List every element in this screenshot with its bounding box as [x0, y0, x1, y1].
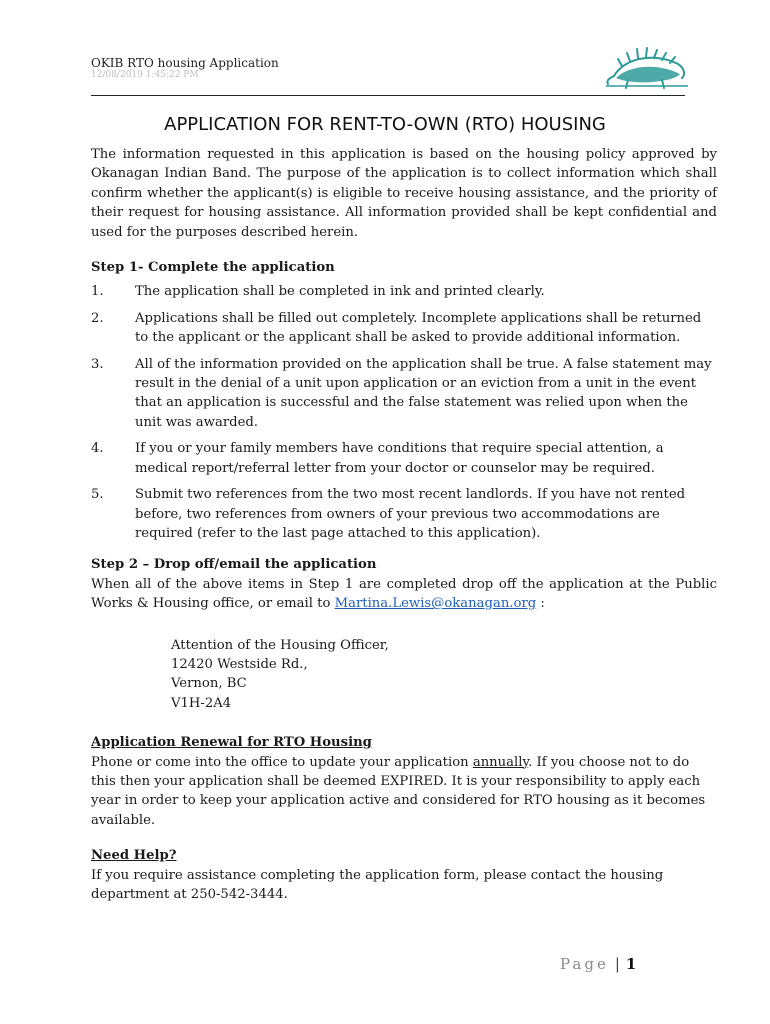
renewal-heading: Application Renewal for RTO Housing — [91, 735, 372, 751]
address-line: Attention of the Housing Officer, — [171, 637, 389, 653]
page-separator: | — [614, 955, 620, 973]
mailing-address — [171, 636, 717, 714]
list-item: 1. The application shall be completed in ink and printed clearly. — [91, 284, 545, 300]
address-line: 12420 Westside Rd., — [171, 656, 308, 672]
page-label: Page — [560, 955, 609, 973]
document-body — [91, 145, 717, 904]
step2-paragraph: When all of the above items in Step 1 are completed drop off the application at the Public Works & Housing office, or email to Martina.Lewis@okanagan.org : — [91, 576, 717, 612]
document-timestamp: 12/08/2019 1:45:22 PM — [91, 70, 199, 80]
address-line: V1H-2A4 — [171, 695, 232, 711]
step2-heading: Step 2 – Drop off/email the application — [91, 557, 377, 573]
list-item: 3. All of the information provided on the application shall be true. A false statement may result in the denial of a unit upon application or an eviction from a unit in the event that an application is successful and the false statement was relied upon when the unit was awarded. — [91, 356, 712, 430]
page-header — [91, 56, 685, 81]
document-header-title: OKIB RTO housing Application — [91, 56, 279, 70]
address-line: Vernon, BC — [171, 676, 247, 692]
list-item: 4. If you or your family members have conditions that require special attention, a medical report/referral letter from your doctor or counselor may be required. — [91, 441, 664, 476]
step1-list — [91, 282, 717, 543]
help-heading: Need Help? — [91, 848, 177, 864]
header-divider — [91, 95, 685, 96]
okib-logo-icon — [604, 42, 690, 92]
page-footer — [560, 955, 636, 973]
list-item: 5. Submit two references from the two most recent landlords. If you have not rented before, two references from owners of your previous two accommodations are required (refer to the last page attached to this application). — [91, 487, 686, 541]
renewal-paragraph: Phone or come into the office to update your application annually. If you choose not to do this then your application shall be deemed EXPIRED. It is your responsibility to apply each year in order to keep your application active and considered for RTO housing as it becomes available. — [91, 754, 706, 828]
intro-paragraph: The information requested in this application is based on the housing policy approved by Okanagan Indian Band. The purpose of the application is to collect information which shall confirm whether the applicant(s) is eligible to receive housing assistance, and the priority of their request for housing assistance. All information provided shall be kept confidential and used for the purposes described herein. — [91, 147, 717, 240]
page-number: 1 — [625, 955, 637, 973]
step1-heading: Step 1- Complete the application — [91, 260, 335, 276]
help-paragraph: If you require assistance completing the application form, please contact the housing department at 250-542-3444. — [91, 867, 664, 902]
list-item: 2. Applications shall be filled out completely. Incomplete applications shall be returned to the applicant or the applicant shall be asked to provide additional information. — [91, 310, 702, 346]
email-link[interactable]: Martina.Lewis@okanagan.org — [334, 596, 537, 612]
page-title: APPLICATION FOR RENT-TO-OWN (RTO) HOUSING — [164, 114, 606, 135]
